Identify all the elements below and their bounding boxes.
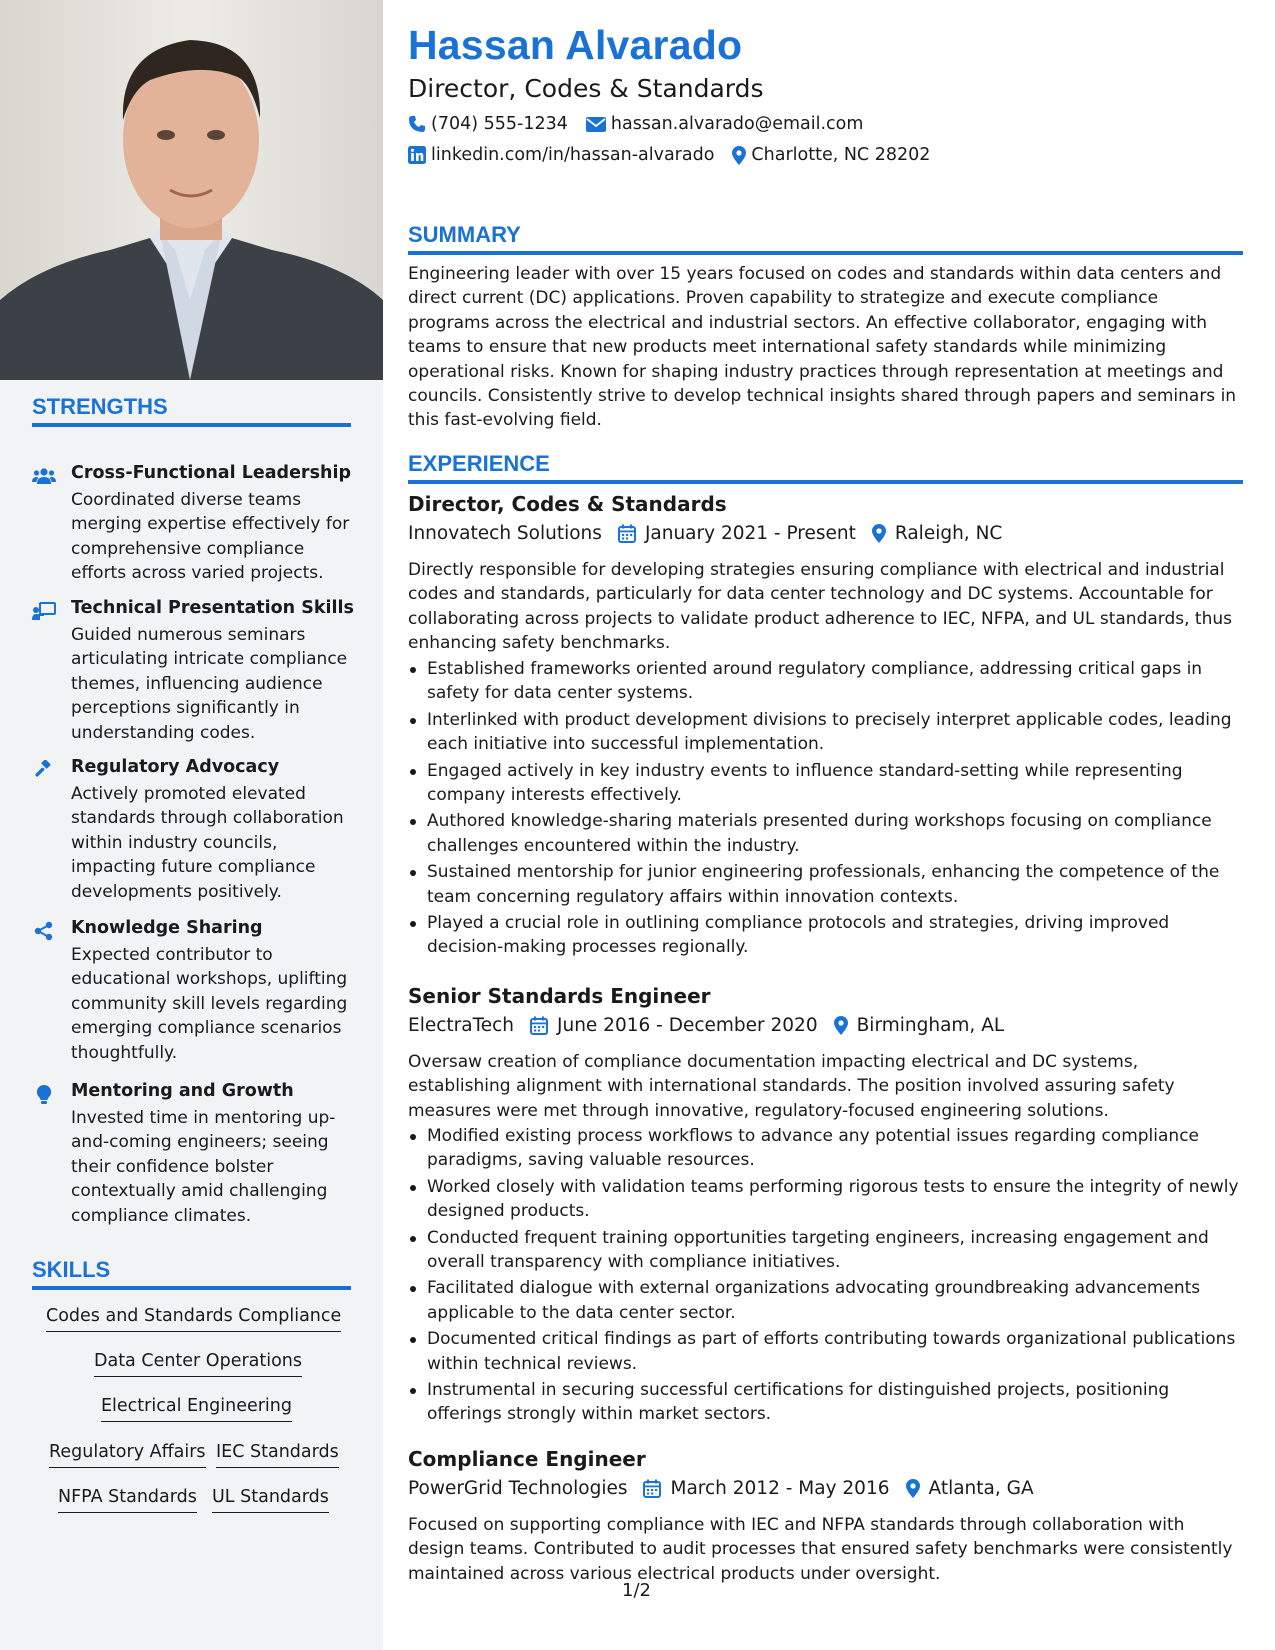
list-item: Worked closely with validation teams performing rigorous tests to ensure the integrity of newly designed products. xyxy=(408,1175,1244,1224)
company-name: PowerGrid Technologies xyxy=(408,1478,628,1499)
list-item: Documented critical findings as part of efforts contributing towards organizational publications within technical reviews. xyxy=(408,1327,1244,1376)
page-number: 1/2 xyxy=(622,1580,651,1601)
job-dates: January 2021 - Present xyxy=(618,523,856,544)
strengths-divider xyxy=(32,423,351,427)
strength-title: Regulatory Advocacy xyxy=(71,757,280,777)
strength-title: Knowledge Sharing xyxy=(71,918,263,938)
list-item: Modified existing process workflows to advance any potential issues regarding compliance paradigms, saving valuable resources. xyxy=(408,1124,1244,1173)
phone-icon xyxy=(408,115,426,133)
map-pin-icon xyxy=(732,146,746,165)
list-item: Authored knowledge-sharing materials presented during workshops focusing on compliance challenges encountered within the industry. xyxy=(408,809,1244,858)
profile-photo xyxy=(0,0,383,380)
job-location: Raleigh, NC xyxy=(872,523,1002,544)
gavel-icon xyxy=(32,759,56,781)
lightbulb-icon xyxy=(32,1083,56,1105)
calendar-icon xyxy=(643,1479,661,1498)
job-dates: March 2012 - May 2016 xyxy=(643,1478,889,1499)
list-item: Instrumental in securing successful certifications for distinguished projects, positioning offerings strongly within market sectors. xyxy=(408,1378,1244,1427)
linkedin-contact[interactable]: linkedin.com/in/hassan-alvarado xyxy=(408,145,714,165)
map-pin-icon xyxy=(872,524,886,543)
job-title: Director, Codes & Standards xyxy=(408,492,727,516)
strength-description: Guided numerous seminars articulating intricate compliance themes, influencing audience perceptions significantly in understanding codes. xyxy=(71,625,348,743)
skill-tag: Electrical Engineering xyxy=(101,1396,292,1422)
job-title: Compliance Engineer xyxy=(408,1447,646,1471)
skill-tag: Codes and Standards Compliance xyxy=(46,1306,341,1332)
linkedin-icon xyxy=(408,146,426,164)
list-item: Sustained mentorship for junior engineering professionals, enhancing the competence of the team concerning regulatory affairs within innovation contexts. xyxy=(408,860,1244,909)
calendar-icon xyxy=(618,524,636,543)
job-description: Oversaw creation of compliance documentation impacting electrical and DC systems, establishing alignment with international standards. The position involved assuring safety measures were met through innovative, regulatory-focused engineering solutions. xyxy=(408,1052,1175,1121)
strength-title: Mentoring and Growth xyxy=(71,1081,294,1101)
skill-tag: UL Standards xyxy=(212,1487,329,1513)
strength-description: Expected contributor to educational workshops, uplifting community skill levels regarding emerging compliance scenarios thoughtfully. xyxy=(71,945,348,1063)
email-contact[interactable]: hassan.alvarado@email.com xyxy=(586,114,864,134)
job-location: Birmingham, AL xyxy=(834,1015,1005,1036)
candidate-name: Hassan Alvarado xyxy=(408,22,743,68)
contact-row xyxy=(408,145,948,165)
list-item: Engaged actively in key industry events to influence standard-setting while representing company interests effectively. xyxy=(408,759,1244,808)
strength-description: Coordinated diverse teams merging expertise effectively for comprehensive compliance efforts across varied projects. xyxy=(71,490,350,584)
list-item: Played a crucial role in outlining compliance protocols and strategies, driving improved decision-making processes regionally. xyxy=(408,911,1244,960)
sidebar xyxy=(0,0,383,1650)
skill-tag: Regulatory Affairs xyxy=(49,1442,206,1468)
location-contact: Charlotte, NC 28202 xyxy=(732,145,930,165)
job-dates: June 2016 - December 2020 xyxy=(530,1015,818,1036)
list-item: Interlinked with product development divisions to precisely interpret applicable codes, leading each initiative into successful implementation. xyxy=(408,708,1244,757)
experience-divider xyxy=(408,480,1243,484)
job-description: Directly responsible for developing strategies ensuring compliance with electrical and industrial codes and standards, particularly for data center technology and DC systems. Accountable for collaborating across projects to validate product adherence to IEC, NFPA, and UL standards, thus enhancing safety benchmarks. xyxy=(408,560,1232,654)
strength-title: Cross-Functional Leadership xyxy=(71,463,351,483)
job-bullets xyxy=(408,657,1244,962)
presentation-icon xyxy=(32,600,56,622)
calendar-icon xyxy=(530,1016,548,1035)
list-item: Conducted frequent training opportunities targeting engineers, increasing engagement and overall transparency with compliance initiatives. xyxy=(408,1226,1244,1275)
strengths-heading: STRENGTHS xyxy=(32,394,168,419)
job-meta xyxy=(408,1015,1020,1036)
company-name: Innovatech Solutions xyxy=(408,523,602,544)
job-title: Senior Standards Engineer xyxy=(408,984,711,1008)
skill-tag: IEC Standards xyxy=(216,1442,339,1468)
skill-tag: Data Center Operations xyxy=(94,1351,302,1377)
summary-text: Engineering leader with over 15 years focused on codes and standards within data centers and direct current (DC) applications. Proven capability to strategize and execute compliance programs across the electrical and industrial sectors. An effective collaborator, engaging with teams to ensure that new products meet international safety standards while minimizing operational risks. Known for shaping industry practices through representation at meetings and councils. Consistently strive to develop technical insights shared through papers and seminars in this fast-evolving field. xyxy=(408,264,1237,431)
candidate-title: Director, Codes & Standards xyxy=(408,74,764,103)
email-icon xyxy=(586,117,606,132)
list-item: Facilitated dialogue with external organizations advocating groundbreaking advancements applicable to the data center sector. xyxy=(408,1276,1244,1325)
job-description: Focused on supporting compliance with IEC and NFPA standards through collaboration with design teams. Contributed to audit processes that ensured safety benchmarks were consistently maintained across various electrical products under oversight. xyxy=(408,1515,1233,1584)
skills-divider xyxy=(32,1286,351,1290)
list-item: Established frameworks oriented around regulatory compliance, addressing critical gaps in safety for data center systems. xyxy=(408,657,1244,706)
share-icon xyxy=(32,920,56,942)
phone-contact: (704) 555-1234 xyxy=(408,114,568,134)
summary-heading: SUMMARY xyxy=(408,222,521,247)
users-icon xyxy=(32,465,56,487)
job-bullets xyxy=(408,1124,1244,1429)
map-pin-icon xyxy=(834,1016,848,1035)
job-location: Atlanta, GA xyxy=(906,1478,1034,1499)
summary-divider xyxy=(408,251,1243,255)
skills-heading: SKILLS xyxy=(32,1257,111,1282)
map-pin-icon xyxy=(906,1479,920,1498)
contact-row xyxy=(408,114,881,134)
strength-description: Invested time in mentoring up-and-coming engineers; seeing their confidence bolster contextually amid challenging compliance climates. xyxy=(71,1108,336,1226)
strength-title: Technical Presentation Skills xyxy=(71,598,354,618)
company-name: ElectraTech xyxy=(408,1015,515,1036)
experience-heading: EXPERIENCE xyxy=(408,451,550,476)
job-meta xyxy=(408,1478,1050,1499)
skill-tag: NFPA Standards xyxy=(58,1487,197,1513)
job-meta xyxy=(408,523,1018,544)
strength-description: Actively promoted elevated standards through collaboration within industry councils, impacting future compliance developments positively. xyxy=(71,784,344,902)
